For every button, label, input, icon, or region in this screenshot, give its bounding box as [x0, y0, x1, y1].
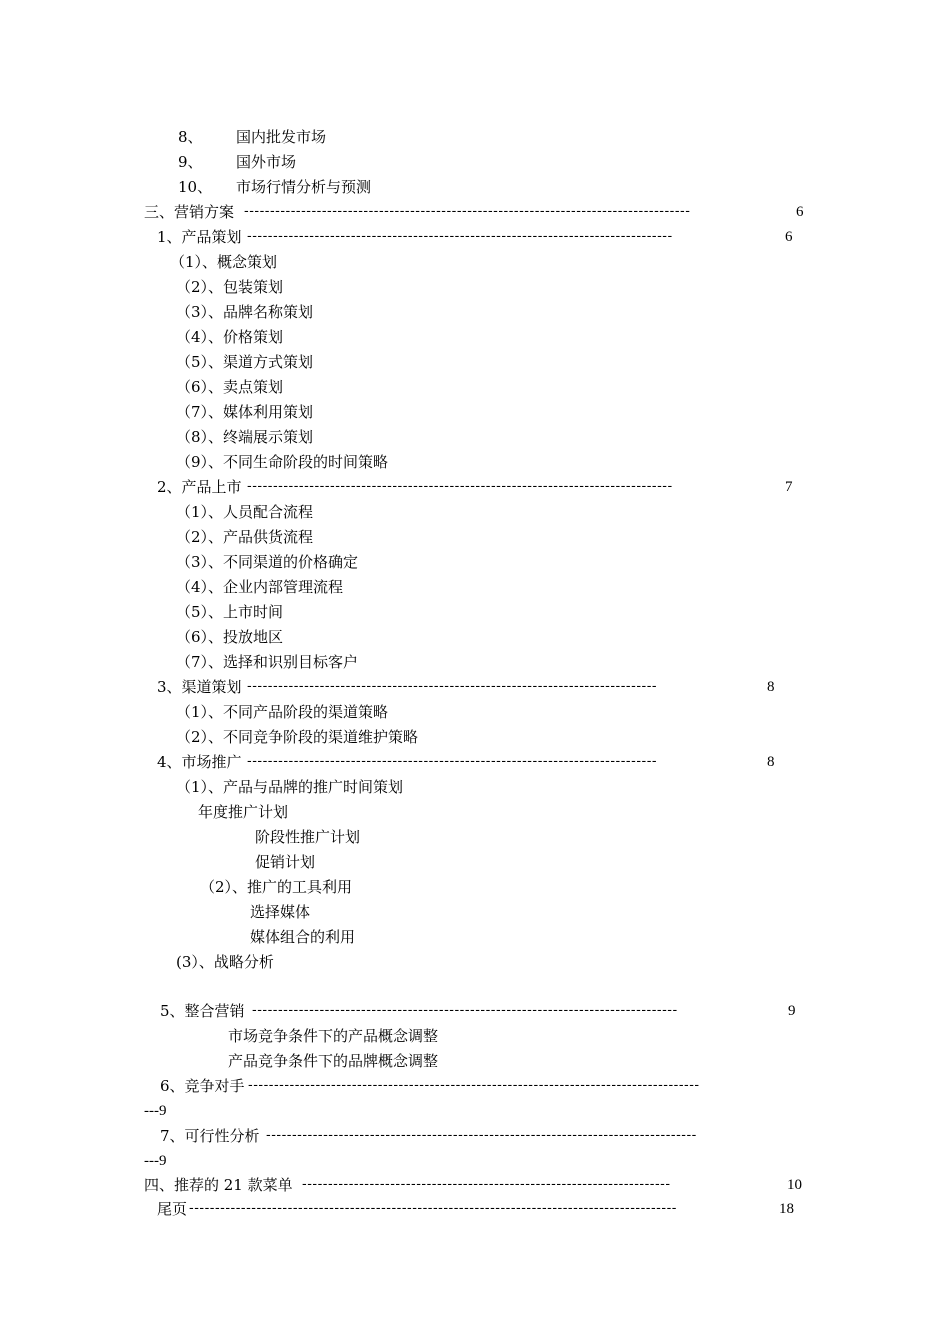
entry-label: 1、产品策划 — [157, 228, 242, 246]
toc-subsubitem: 产品竞争条件下的品牌概念调整 — [228, 1052, 439, 1070]
toc-entry-1 — [157, 227, 807, 247]
toc-subitem: （4）、价格策划 — [176, 328, 284, 346]
item-number: 9、 — [178, 153, 203, 171]
toc-subitem: （3）、品牌名称策划 — [176, 303, 314, 321]
toc-subitem: （6）、卖点策划 — [176, 378, 284, 396]
toc-entry-2 — [157, 477, 807, 497]
toc-entry-6-continuation: ---9 — [144, 1103, 167, 1119]
leader-dots: ----------------------------------------------------------------------- — [302, 1177, 671, 1192]
page-number: 9 — [788, 1003, 796, 1019]
leader-dots: ---------------------------------------------------------------------------------- — [247, 229, 673, 244]
toc-subitem: （3）、不同渠道的价格确定 — [176, 553, 359, 571]
toc-tail-page — [157, 1199, 807, 1219]
toc-entry-4 — [157, 752, 787, 772]
entry-label: 7、可行性分析 — [160, 1127, 260, 1145]
toc-section-4 — [144, 1175, 814, 1195]
toc-subsubitem: 年度推广计划 — [198, 803, 289, 821]
entry-label: 3、渠道策划 — [157, 678, 242, 696]
item-number: 10、 — [178, 178, 213, 196]
toc-subitem: （1）、产品与品牌的推广时间策划 — [176, 778, 404, 796]
leader-dots: ---------------------------------------------------------------------------------------------- — [189, 1201, 677, 1216]
toc-entry-7 — [160, 1126, 810, 1146]
toc-subitem: （1）、不同产品阶段的渠道策略 — [176, 703, 389, 721]
toc-subitem: （9）、不同生命阶段的时间策略 — [176, 453, 389, 471]
leader-dots: ------------------------------------------------------------------------------- — [247, 754, 658, 769]
page-number: 8 — [767, 679, 775, 695]
item-label: 国外市场 — [236, 153, 297, 171]
entry-label: 2、产品上市 — [157, 478, 242, 496]
page-number: 6 — [785, 229, 793, 245]
toc-subitem: （2）、包装策划 — [176, 278, 284, 296]
leader-dots: --------------------------------------------------------------------------------------- — [248, 1078, 700, 1093]
toc-subsubitem: 市场竞争条件下的产品概念调整 — [228, 1027, 439, 1045]
toc-subitem: （7）、选择和识别目标客户 — [176, 653, 359, 671]
page-number: 10 — [787, 1177, 802, 1193]
item-label: 国内批发市场 — [236, 128, 327, 146]
page-number: 8 — [767, 754, 775, 770]
toc-entry-3 — [157, 677, 787, 697]
toc-subsubitem: 促销计划 — [255, 853, 316, 871]
toc-subitem: （2）、推广的工具利用 — [200, 878, 353, 896]
page-number: 18 — [779, 1201, 794, 1217]
toc-subitem: （6）、投放地区 — [176, 628, 284, 646]
toc-subitem: （2）、不同竞争阶段的渠道维护策略 — [176, 728, 419, 746]
entry-label: 4、市场推广 — [157, 753, 242, 771]
leader-dots: ---------------------------------------------------------------------------------- — [247, 479, 673, 494]
leader-dots: ----------------------------------------------------------------------------------- — [266, 1128, 697, 1143]
item-label: 市场行情分析与预测 — [236, 178, 372, 196]
toc-subsubitem: 阶段性推广计划 — [255, 828, 361, 846]
entry-label: 6、竞争对手 — [160, 1077, 245, 1095]
leader-dots: -------------------------------------------------------------------------------------- — [244, 204, 691, 219]
section-label: 三、营销方案 — [144, 203, 235, 221]
toc-entry-7-continuation: ---9 — [144, 1153, 167, 1169]
toc-entry-6 — [160, 1076, 810, 1096]
item-number: 8、 — [178, 128, 203, 146]
leader-dots: ---------------------------------------------------------------------------------- — [252, 1003, 678, 1018]
toc-entry-5 — [160, 1001, 810, 1021]
toc-subitem: （2）、产品供货流程 — [176, 528, 314, 546]
leader-dots: ------------------------------------------------------------------------------- — [247, 679, 658, 694]
toc-subitem: （4）、企业内部管理流程 — [176, 578, 344, 596]
toc-subitem: （5）、上市时间 — [176, 603, 284, 621]
page-number: 6 — [796, 204, 804, 220]
toc-subitem: （7）、媒体利用策划 — [176, 403, 314, 421]
page-number: 7 — [785, 479, 793, 495]
toc-subsubitem: 媒体组合的利用 — [250, 928, 356, 946]
toc-subsubitem: 选择媒体 — [250, 903, 311, 921]
toc-section-3 — [144, 202, 814, 222]
entry-label: 5、整合营销 — [160, 1002, 245, 1020]
toc-subitem: （1）、人员配合流程 — [176, 503, 314, 521]
entry-label: 尾页 — [157, 1200, 188, 1218]
toc-subitem: （1）、概念策划 — [170, 253, 278, 271]
toc-subitem: (3）、战略分析 — [176, 953, 274, 971]
section-label: 四、推荐的 21 款菜单 — [144, 1176, 293, 1194]
toc-subitem: （5）、渠道方式策划 — [176, 353, 314, 371]
toc-subitem: （8）、终端展示策划 — [176, 428, 314, 446]
